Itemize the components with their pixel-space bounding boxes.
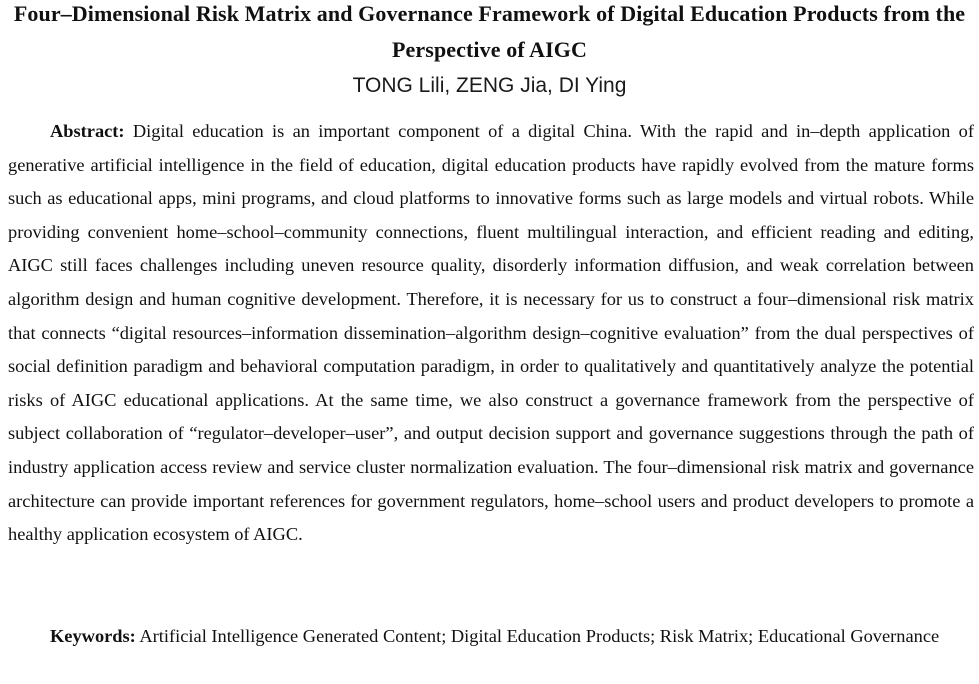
abstract-paragraph <box>8 115 974 552</box>
keywords-paragraph <box>8 620 974 654</box>
abstract-label: Abstract: <box>50 121 125 141</box>
author-list: TONG Lili, ZENG Jia, DI Ying <box>352 74 627 97</box>
keywords-label: Keywords: <box>50 626 136 646</box>
paper-title: Four–Dimensional Risk Matrix and Governance Framework of Digital Education Products from the Perspective of AIGC <box>13 1 966 62</box>
keywords-text: Artificial Intelligence Generated Content; Digital Education Products; Risk Matrix; Educational Governance <box>139 626 940 646</box>
abstract-text: Digital education is an important component of a digital China. With the rapid and in–depth application of generative artificial intelligence in the field of education, digital education products have rapidly evolved from the mature forms such as educational apps, mini programs, and cloud platforms to innovative forms such as large models and virtual robots. While providing convenient home–school–community connections, fluent multilingual interaction, and efficient reading and editing, AIGC still faces challenges including uneven resource quality, disorderly information diffusion, and weak correlation between algorithm design and human cognitive development. Therefore, it is necessary for us to construct a four–dimensional risk matrix that connects “digital resources–information dissemination–algorithm design–cognitive evaluation” from the dual perspectives of social definition paradigm and behavioral computation paradigm, in order to qualitatively and quantitatively analyze the potential risks of AIGC educational applications. At the same time, we also construct a governance framework from the perspective of subject collaboration of “regulator–developer–user”, and output decision support and governance suggestions through the path of industry application access review and service cluster normalization evaluation. The four–dimensional risk matrix and governance architecture can provide important references for government regulators, home–school users and product developers to promote a healthy application ecosystem of AIGC. <box>8 121 974 545</box>
